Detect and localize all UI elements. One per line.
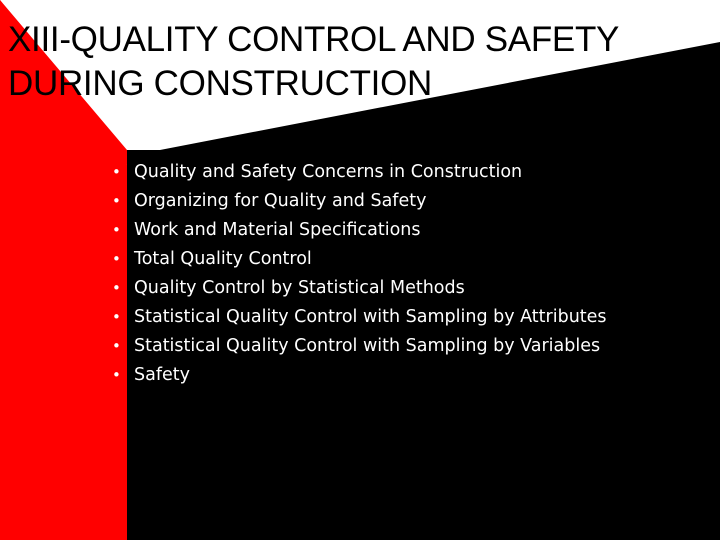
slide-title: XIII-QUALITY CONTROL AND SAFETY DURING CONSTRUCTION xyxy=(8,20,619,103)
list-item-text: Total Quality Control xyxy=(134,249,312,269)
list-item xyxy=(112,303,672,332)
bullet-marker: • xyxy=(112,250,121,268)
list-item-text: Organizing for Quality and Safety xyxy=(134,191,427,211)
list-item xyxy=(112,332,672,361)
list-item-text: Statistical Quality Control with Sampling by Variables xyxy=(134,336,601,356)
list-item-text: Safety xyxy=(134,365,190,385)
list-item xyxy=(112,274,672,303)
bullet-marker: • xyxy=(112,337,121,355)
list-item xyxy=(112,158,672,187)
list-item-text: Work and Material Specifications xyxy=(134,220,421,240)
bullet-marker: • xyxy=(112,192,121,210)
list-item-text: Quality and Safety Concerns in Construction xyxy=(134,162,523,182)
list-item xyxy=(112,216,672,245)
list-item xyxy=(112,245,672,274)
bullet-marker: • xyxy=(112,279,121,297)
list-item-text: Quality Control by Statistical Methods xyxy=(134,278,465,298)
list-item xyxy=(112,187,672,216)
list-item xyxy=(112,361,672,390)
bullet-marker: • xyxy=(112,221,121,239)
bullet-marker: • xyxy=(112,308,121,326)
bullet-list xyxy=(112,158,672,390)
bullet-marker: • xyxy=(112,163,121,181)
bullet-marker: • xyxy=(112,366,121,384)
list-item-text: Statistical Quality Control with Sampling by Attributes xyxy=(134,307,607,327)
